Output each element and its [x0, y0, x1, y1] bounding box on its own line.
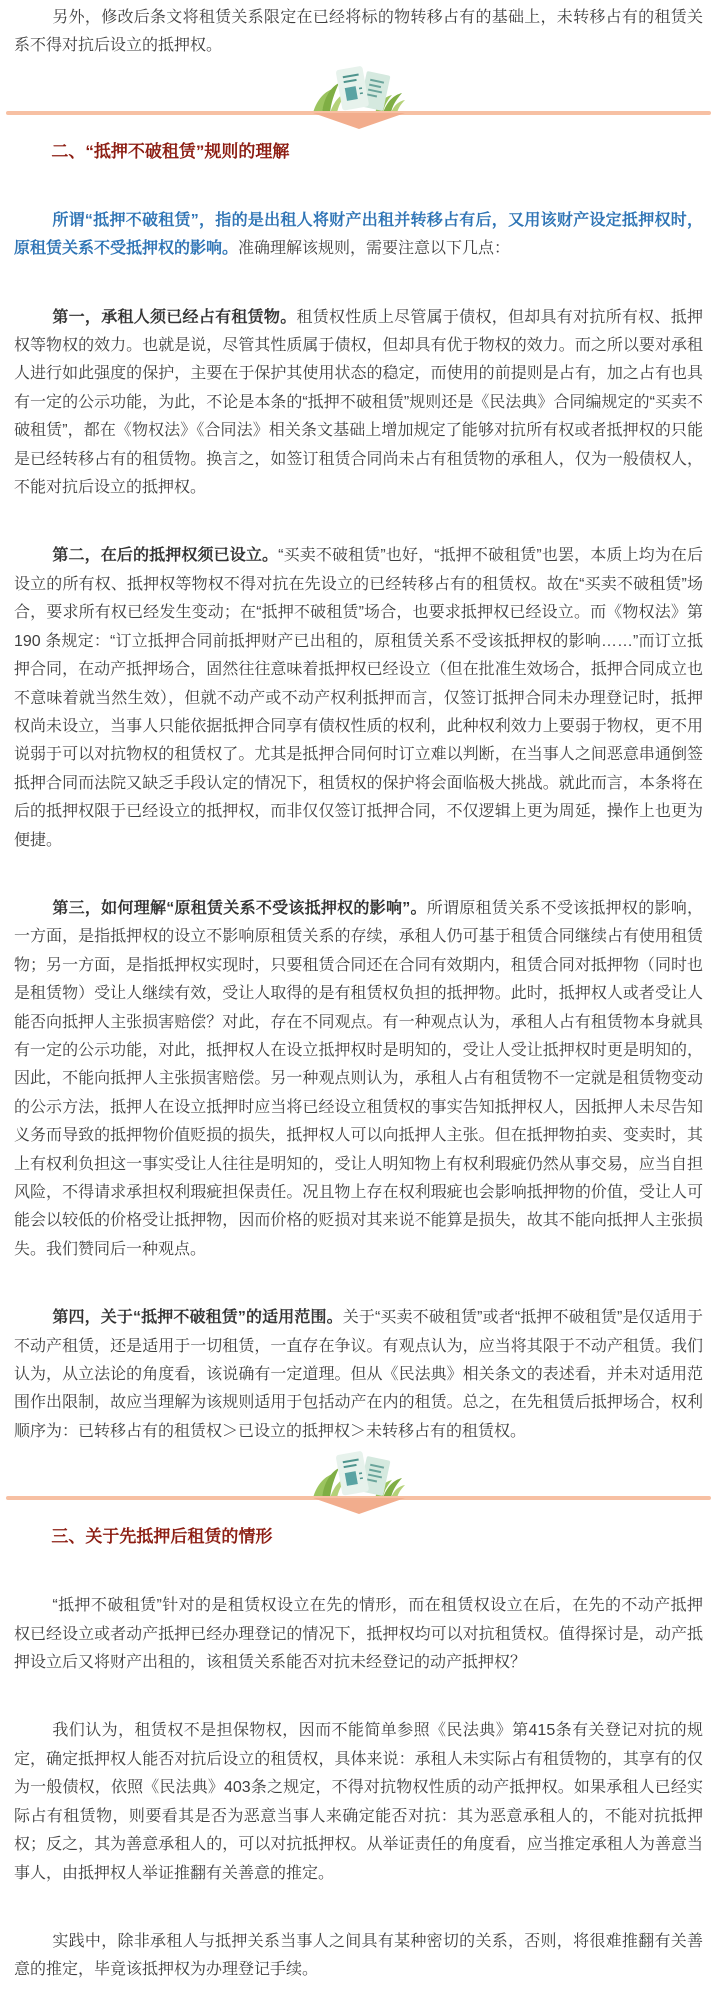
- blue-definition-text: 所谓“抵押不破租赁”，指的是出租人将财产出租并转移占有后，又用该财产设定抵押权时，原租赁关系不受抵押权的影响。: [14, 211, 703, 258]
- point-4-paragraph: [14, 1304, 703, 1446]
- section-3-paragraph-2: 我们认为，租赁权不是担保物权，因而不能简单参照《民法典》第415条有关登记对抗的规定，确定抵押权人能否对抗后设立的租赁权，具体来说：承租人未实际占有租赁物的，其享有的仅为一般债权，依照《民法典》403条之规定，不得对抗物权性质的动产抵押权。如果承租人已经实际占有租赁物，则要看其是否为恶意当事人来确定能否对抗：其为恶意承租人的，不能对抗抵押权；反之，其为善意承租人的，可以对抗抵押权。从举证责任的角度看，应当推定承租人为善意当事人，由抵押权人举证推翻有关善意的推定。: [14, 1722, 703, 1882]
- lead-paragraph-rest: 准确理解该规则，需要注意以下几点：: [238, 240, 511, 258]
- section-3-heading: 三、关于先抵押后租赁的情形: [51, 1527, 273, 1547]
- point-4-text: 关于“买卖不破租赁”或者“抵押不破租赁”是仅适用于不动产租赁，还是适用于一切租赁，一直存在争议。有观点认为，应当将其限于不动产租赁。我们认为，从立法论的角度看，该说确有一定道理。但从《民法典》相关条文的表述看，并未对适用范围作出限制，故应当理解为该规则适用于包括动产在内的租赁。总之，在先租赁后抵押场合，权利顺序为：已转移占有的租赁权＞已设立的抵押权＞未转移占有的租赁权。: [14, 1309, 703, 1440]
- point-1-lead: 第一，承租人须已经占有租赁物。: [52, 308, 297, 326]
- section-divider: [0, 67, 717, 131]
- section-divider: [0, 1452, 717, 1516]
- point-3-paragraph: [14, 895, 703, 1264]
- point-2-lead: 第二，在后的抵押权须已设立。: [52, 547, 279, 565]
- point-2-paragraph: [14, 542, 703, 854]
- point-3-lead: 第三，如何理解“原租赁关系不受该抵押权的影响”。: [52, 899, 427, 917]
- point-4-lead: 第四，关于“抵押不破租赁”的适用范围。: [52, 1309, 343, 1327]
- intro-paragraph: 另外，修改后条文将租赁关系限定在已经将标的物转移占有的基础上，未转移占有的租赁关系不得对抗后设立的抵押权。: [14, 9, 703, 55]
- papers-grass-icon: [305, 63, 413, 113]
- point-2-text: “买卖不破租赁”也好，“抵押不破租赁”也罢，本质上均为在后设立的所有权、抵押权等物权不得对抗在先设立的已经转移占有的租赁权。故在“买卖不破租赁”场合，要求所有权已经发生变动；在“抵押不破租赁”场合，也要求抵押权已经设立。而《物权法》第190 条规定：“订立抵押合同前抵押财产已出租的，原租赁关系不受该抵押权的影响……”而订立抵押合同，在动产抵押场合，固然往往意味着抵押权已经设立（但在批准生效场合，抵押合同成立也不意味着就当然生效），但就不动产或不动产权利抵押而言，仅签订抵押合同未办理登记时，抵押权尚未设立，当事人只能依据抵押合同享有债权性质的权利，此种权利效力上要弱于物权，更不用说弱于可以对抗物权的租赁权了。尤其是抵押合同何时订立难以判断，在当事人之间恶意串通倒签抵押合同而法院又缺乏手段认定的情况下，租赁权的保护将会面临极大挑战。就此而言，本条将在后的抵押权限于已经设立的抵押权，而非仅仅签订抵押合同，不仅逻辑上更为周延，操作上也更为便捷。: [14, 547, 703, 849]
- divider-arrow-icon: [313, 1498, 405, 1514]
- section-2-heading: 二、“抵押不破租赁”规则的理解: [51, 141, 290, 161]
- section-2-lead-paragraph: [14, 207, 703, 264]
- section-3-paragraph-3: 实践中，除非承租人与抵押关系当事人之间具有某种密切的关系，否则，将很难推翻有关善意的推定，毕竟该抵押权为办理登记手续。: [14, 1932, 703, 1979]
- point-1-paragraph: [14, 304, 703, 503]
- point-1-text: 租赁权性质上尽管属于债权，但却具有对抗所有权、抵押权等物权的效力。也就是说，尽管其性质属于债权，但却具有优于物权的效力。而之所以要对承租人进行如此强度的保护，主要在于保护其使用状态的稳定，而使用的前提则是占有，加之占有也具有一定的公示功能，为此，不论是本条的“抵押不破租赁”规则还是《民法典》合同编规定的“买卖不破租赁”，都在《物权法》《合同法》相关条文基础上增加规定了能够对抗所有权或者抵押权的只能是已经转移占有的租赁物。换言之，如签订租赁合同尚未占有租赁物的承租人，仅为一般债权人，不能对抗后设立的抵押权。: [14, 308, 703, 497]
- papers-grass-icon: [305, 1448, 413, 1498]
- divider-arrow-icon: [313, 113, 405, 129]
- section-3-paragraph-1: “抵押不破租赁”针对的是租赁权设立在先的情形，而在租赁权设立在后，在先的不动产抵押权已经设立或者动产抵押已经办理登记的情况下，抵押权均可以对抗租赁权。值得探讨是，动产抵押设立后又将财产出租的，该租赁关系能否对抗未经登记的动产抵押权？: [14, 1597, 703, 1672]
- point-3-text: 所谓原租赁关系不受该抵押权的影响，一方面，是指抵押权的设立不影响原租赁关系的存续，承租人仍可基于租赁合同继续占有使用租赁物；另一方面，是指抵押权实现时，只要租赁合同还在合同有效期内，租赁合同对抵押物（同时也是租赁物）受让人继续有效，受让人取得的是有租赁权负担的抵押物。此时，抵押权人或者受让人能否向抵押人主张损害赔偿？对此，存在不同观点。有一种观点认为，承租人占有租赁物本身就具有一定的公示功能，对此，抵押权人在设立抵押权时是明知的，受让人受让抵押权时更是明知的，因此，不能向抵押人主张损害赔偿。另一种观点则认为，承租人占有租赁物不一定就是租赁物变动的公示方法，抵押人在设立抵押时应当将已经设立租赁权的事实告知抵押权人，因抵押人未尽告知义务而导致的抵押物价值贬损的损失，抵押权人可以向抵押人主张。但在抵押物拍卖、变卖时，其上有权利负担这一事实受让人往往是明知的，受让人明知物上有权利瑕疵仍然从事交易，应当自担风险，不得请求承担权利瑕疵担保责任。况且物上存在权利瑕疵也会影响抵押物的价值，受让人可能会以较低的价格受让抵押物，因而价格的贬损对其来说不能算是损失，故其不能向抵押人主张损失。我们赞同后一种观点。: [14, 899, 703, 1258]
